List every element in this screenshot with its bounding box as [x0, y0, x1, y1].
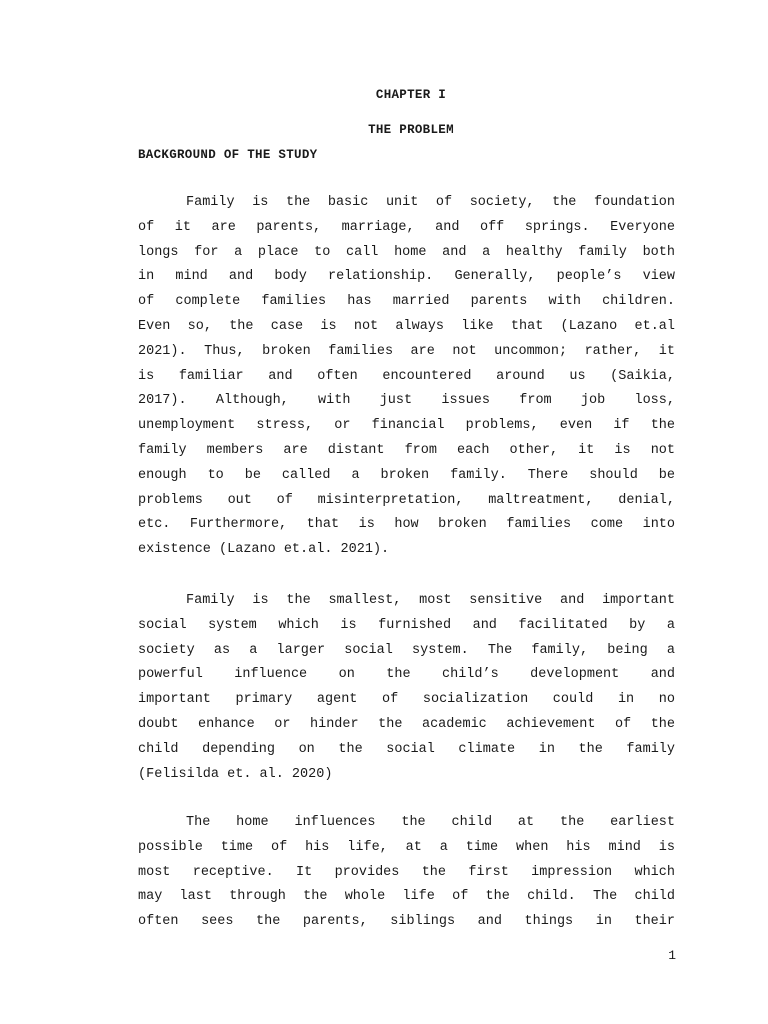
paragraph-line: often sees the parents, siblings and things in their	[138, 914, 675, 930]
paragraph-line: social system which is furnished and facilitated by a	[138, 617, 675, 633]
page-number: 1	[668, 948, 676, 963]
paragraph-line: important primary agent of socialization could in no	[138, 692, 675, 708]
paragraph-line: of it are parents, marriage, and off springs. Everyone	[138, 219, 675, 235]
paragraph-2	[138, 589, 675, 787]
paragraph-line: unemployment stress, or financial problems, even if the	[138, 418, 675, 434]
paragraph-1	[138, 191, 675, 563]
paragraph-line: problems out of misinterpretation, maltreatment, denial,	[138, 492, 675, 508]
paragraph-line: longs for a place to call home and a healthy family both	[138, 244, 675, 260]
paragraph-line: doubt enhance or hinder the academic achievement of the	[138, 716, 675, 732]
paragraph-line: Family is the smallest, most sensitive and important	[186, 593, 675, 608]
paragraph-line: 2017). Although, with just issues from job loss,	[138, 393, 675, 409]
paragraph-line: Family is the basic unit of society, the foundation	[186, 195, 675, 210]
paragraph-line: Even so, the case is not always like that (Lazano et.al	[138, 318, 675, 334]
paragraph-line: may last through the whole life of the child. The child	[138, 889, 675, 905]
paragraph-line: is familiar and often encountered around us (Saikia,	[138, 368, 675, 384]
paragraph-line: existence (Lazano et.al. 2021).	[138, 542, 390, 558]
paragraph-line: society as a larger social system. The family, being a	[138, 642, 675, 658]
paragraph-line: family members are distant from each other, it is not	[138, 442, 675, 458]
paragraph-line: (Felisilda et. al. 2020)	[138, 766, 333, 782]
section-heading: BACKGROUND OF THE STUDY	[138, 148, 318, 162]
paragraph-line: powerful influence on the child’s development and	[138, 667, 675, 683]
paragraph-line: etc. Furthermore, that is how broken families come into	[138, 517, 675, 533]
paragraph-line: enough to be called a broken family. There should be	[138, 467, 675, 483]
paragraph-line: of complete families has married parents with children.	[138, 294, 675, 310]
chapter-title: THE PROBLEM	[368, 123, 454, 137]
paragraph-line: child depending on the social climate in the family	[138, 741, 675, 757]
paragraph-line: possible time of his life, at a time when his mind is	[138, 839, 675, 855]
paragraph-line: in mind and body relationship. Generally, people’s view	[138, 269, 675, 285]
paragraph-line: most receptive. It provides the first impression which	[138, 864, 675, 880]
chapter-heading: CHAPTER I	[375, 88, 447, 102]
paragraph-3	[138, 811, 675, 935]
paragraph-line: The home influences the child at the earliest	[186, 815, 675, 830]
paragraph-line: 2021). Thus, broken families are not uncommon; rather, it	[138, 343, 675, 359]
